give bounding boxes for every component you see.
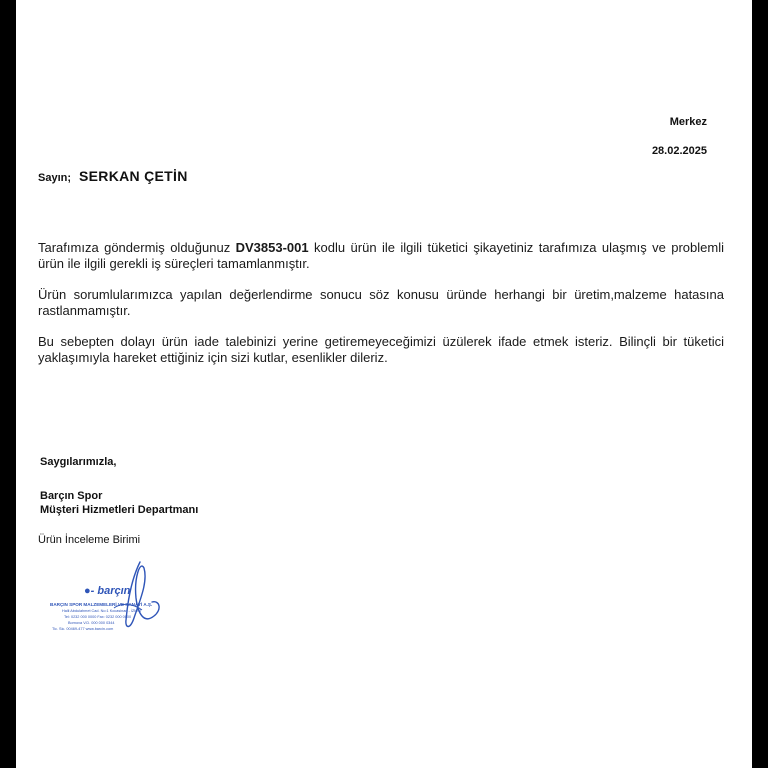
p1-text-before: Tarafımıza göndermiş olduğunuz	[38, 240, 236, 255]
salutation-label: Sayın;	[38, 172, 72, 184]
stamp-signature-graphic	[44, 558, 204, 638]
paragraph-2: Ürün sorumlularımızca yapılan değerlendirme sonucu söz konusu üründe herhangi bir üretim,malzeme hatasına rastlanmamıştır.	[38, 287, 724, 318]
stamp-logo: ●- barçın	[84, 585, 131, 597]
paragraph-3: Bu sebepten dolayı ürün iade talebinizi yerine getiremeyeceğimizi üzülerek ifade etmek isteriz. Bilinçli bir tüketici yaklaşımıyla hareket ettiğiniz için sizi kutlar, esenlikler dileriz.	[38, 334, 724, 365]
stamp-line-2: Halil Abdulahmet Cad. No:1 Kocasinan - İZMİR	[62, 609, 142, 613]
unit-name: Ürün İnceleme Birimi	[38, 534, 141, 546]
stamp-line-5: Tic. Sic. 00469-477 www.barcin.com	[52, 627, 114, 631]
letter-date: 28.02.2025	[651, 145, 707, 157]
closing-regards: Saygılarımızla,	[40, 456, 117, 468]
company-name: Barçın Spor	[40, 490, 103, 502]
paragraph-1	[38, 240, 724, 272]
letter-page	[16, 0, 752, 768]
salutation	[38, 168, 188, 184]
location-label: Merkez	[669, 116, 707, 128]
company-stamp-signature	[44, 558, 204, 638]
p1-text-after: kodlu ürün ile ilgili tüketici şikayetiniz tarafımıza ulaşmış ve problemli ürün ile ilgili gerekli iş süreçleri tamamlanmıştır.	[38, 240, 724, 271]
stamp-line-3: Tel: 0232 000 0000 Fax: 0232 000 0000	[64, 615, 132, 619]
recipient-name: SERKAN ÇETİN	[79, 168, 188, 184]
stamp-line-4: Bornova V.D. 000 000 0344	[68, 621, 115, 625]
stamp-line-1: BARÇIN SPOR MALZEMELERİ VE SANAYİ A.Ş.	[50, 602, 153, 607]
product-code: DV3853-001	[235, 240, 309, 255]
department-name: Müşteri Hizmetleri Departmanı	[40, 504, 199, 516]
